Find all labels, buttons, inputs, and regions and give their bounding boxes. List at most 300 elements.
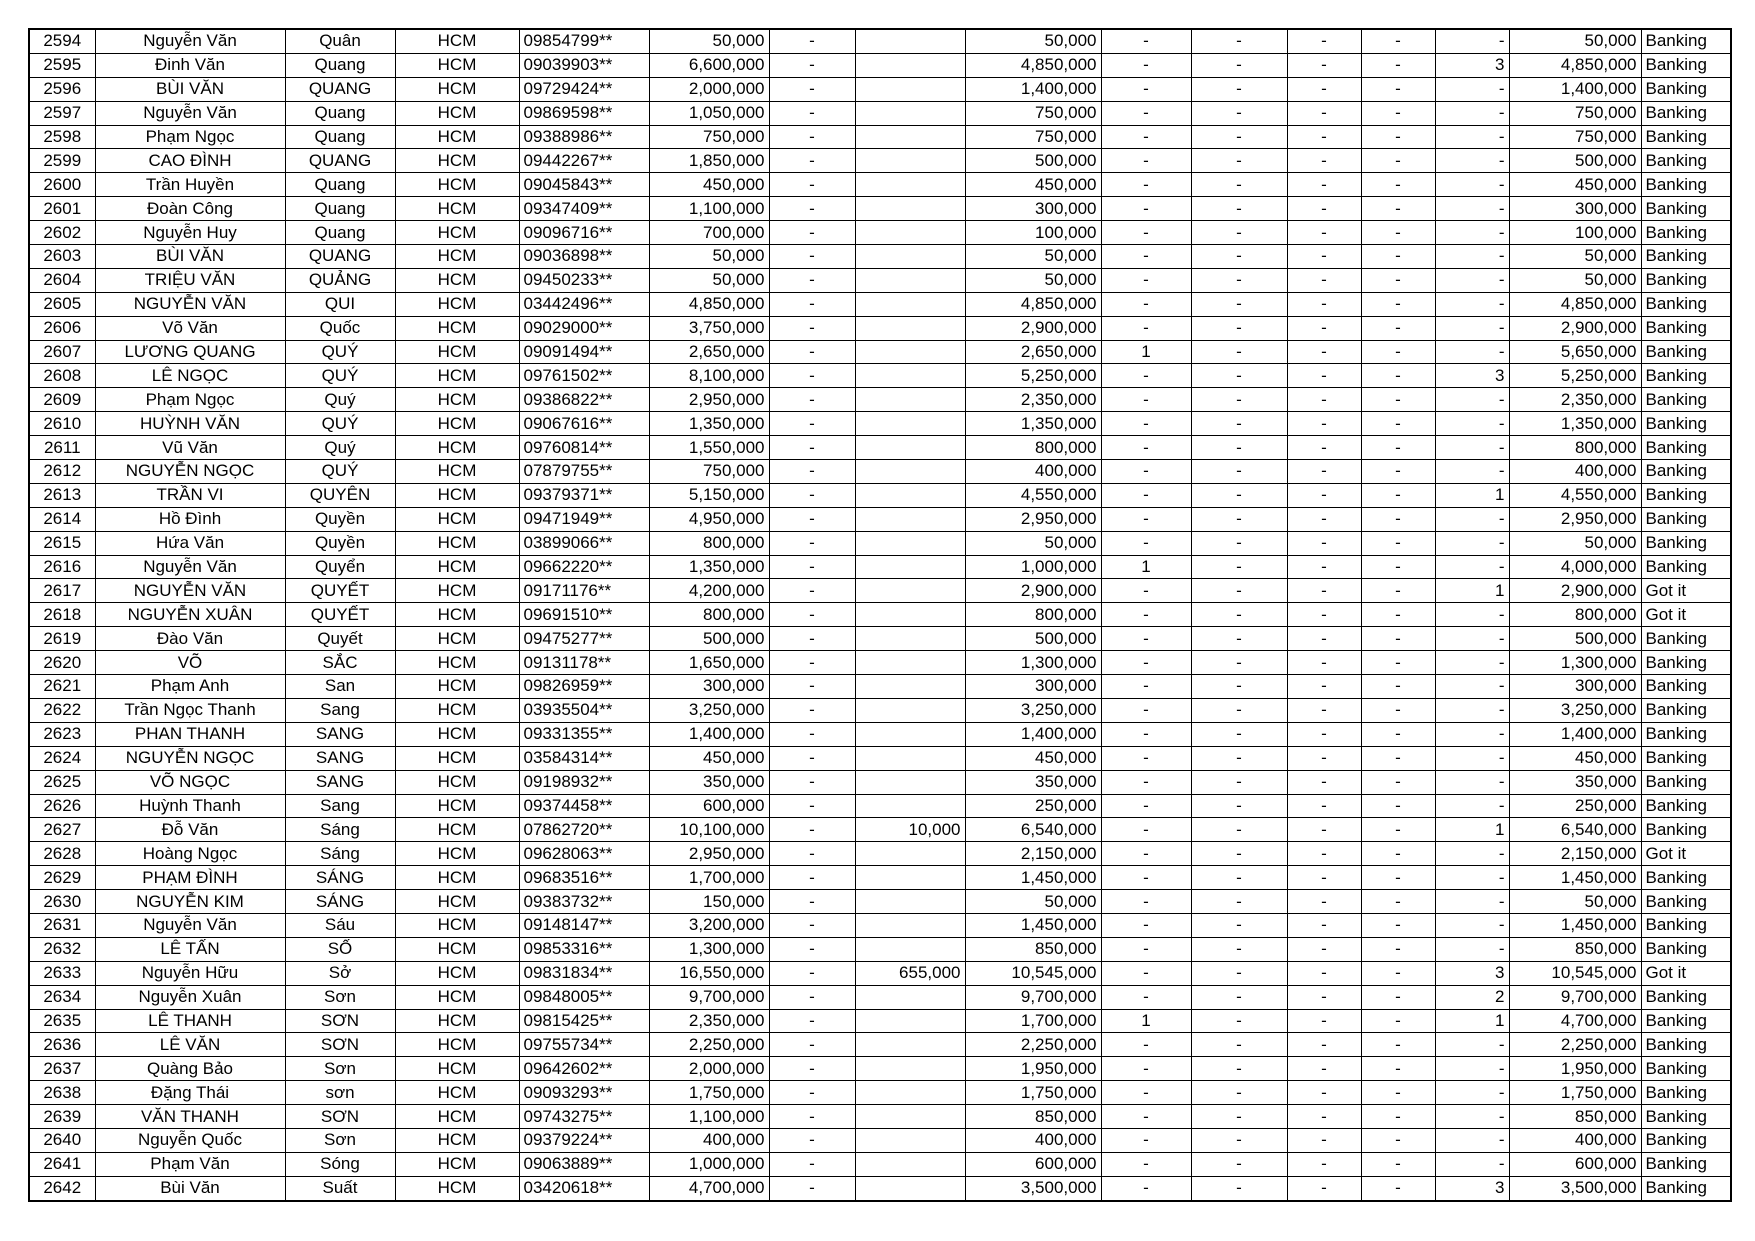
row-index-cell: 2629 (29, 866, 95, 890)
city-cell: HCM (395, 985, 519, 1009)
city-cell: HCM (395, 579, 519, 603)
payment-method-cell: Banking (1641, 651, 1731, 675)
count-a-cell: - (1101, 842, 1191, 866)
count-e-cell: 1 (1435, 1009, 1509, 1033)
phone-cell: 09045843** (519, 173, 649, 197)
row-index-cell: 2633 (29, 961, 95, 985)
last-name-cell: Quàng Bảo (95, 1057, 285, 1081)
amount-total-cell: 750,000 (649, 125, 769, 149)
count-a-cell: - (1101, 436, 1191, 460)
count-a-cell: - (1101, 818, 1191, 842)
first-name-cell: Quang (285, 197, 395, 221)
count-e-cell: - (1435, 507, 1509, 531)
payment-method-cell: Banking (1641, 746, 1731, 770)
first-name-cell: Quân (285, 29, 395, 53)
first-name-cell: QUANG (285, 245, 395, 269)
count-a-cell: 1 (1101, 340, 1191, 364)
table-row (29, 842, 1731, 866)
amount-final-cell: 450,000 (1509, 173, 1641, 197)
count-c-cell: - (1287, 483, 1361, 507)
count-b-cell: - (1191, 1057, 1287, 1081)
city-cell: HCM (395, 101, 519, 125)
count-d-cell: - (1361, 555, 1435, 579)
row-index-cell: 2626 (29, 794, 95, 818)
col-dash-cell: - (769, 961, 855, 985)
first-name-cell: QUI (285, 292, 395, 316)
payment-method-cell: Banking (1641, 292, 1731, 316)
col-dash-cell: - (769, 531, 855, 555)
last-name-cell: LÊ VĂN (95, 1033, 285, 1057)
first-name-cell: QUÝ (285, 364, 395, 388)
count-d-cell: - (1361, 53, 1435, 77)
last-name-cell: TRIỆU VĂN (95, 268, 285, 292)
row-index-cell: 2624 (29, 746, 95, 770)
first-name-cell: SƠN (285, 1009, 395, 1033)
last-name-cell: Nguyễn Hữu (95, 961, 285, 985)
amount-total-cell: 2,000,000 (649, 77, 769, 101)
last-name-cell: NGUYỄN NGỌC (95, 746, 285, 770)
count-b-cell: - (1191, 603, 1287, 627)
count-b-cell: - (1191, 722, 1287, 746)
last-name-cell: LÊ NGỌC (95, 364, 285, 388)
count-d-cell: - (1361, 866, 1435, 890)
last-name-cell: NGUYỄN NGỌC (95, 460, 285, 484)
first-name-cell: SÁNG (285, 890, 395, 914)
last-name-cell: HUỲNH VĂN (95, 412, 285, 436)
count-c-cell: - (1287, 555, 1361, 579)
payment-method-cell: Banking (1641, 53, 1731, 77)
count-a-cell: - (1101, 603, 1191, 627)
city-cell: HCM (395, 436, 519, 460)
amount-total-cell: 1,550,000 (649, 436, 769, 460)
amount-total-cell: 1,750,000 (649, 1081, 769, 1105)
amount-final-cell: 50,000 (1509, 29, 1641, 53)
phone-cell: 09148147** (519, 913, 649, 937)
adjustment-cell (855, 1152, 965, 1176)
city-cell: HCM (395, 245, 519, 269)
count-d-cell: - (1361, 507, 1435, 531)
count-d-cell: - (1361, 125, 1435, 149)
amount-paid-cell: 2,950,000 (965, 507, 1101, 531)
adjustment-cell (855, 507, 965, 531)
count-c-cell: - (1287, 29, 1361, 53)
amount-final-cell: 4,850,000 (1509, 292, 1641, 316)
count-b-cell: - (1191, 985, 1287, 1009)
amount-total-cell: 600,000 (649, 794, 769, 818)
count-e-cell: - (1435, 101, 1509, 125)
amount-final-cell: 1,950,000 (1509, 1057, 1641, 1081)
row-index-cell: 2630 (29, 890, 95, 914)
adjustment-cell: 10,000 (855, 818, 965, 842)
count-a-cell: - (1101, 1105, 1191, 1129)
count-c-cell: - (1287, 1128, 1361, 1152)
city-cell: HCM (395, 627, 519, 651)
last-name-cell: Trần Huyền (95, 173, 285, 197)
count-a-cell: - (1101, 221, 1191, 245)
count-b-cell: - (1191, 53, 1287, 77)
first-name-cell: Sáu (285, 913, 395, 937)
amount-final-cell: 50,000 (1509, 531, 1641, 555)
count-e-cell: - (1435, 1081, 1509, 1105)
city-cell: HCM (395, 77, 519, 101)
count-d-cell: - (1361, 722, 1435, 746)
col-dash-cell: - (769, 890, 855, 914)
amount-total-cell: 9,700,000 (649, 985, 769, 1009)
city-cell: HCM (395, 1128, 519, 1152)
count-e-cell: - (1435, 221, 1509, 245)
count-d-cell: - (1361, 364, 1435, 388)
amount-total-cell: 500,000 (649, 627, 769, 651)
count-d-cell: - (1361, 913, 1435, 937)
count-b-cell: - (1191, 1033, 1287, 1057)
amount-paid-cell: 1,400,000 (965, 77, 1101, 101)
col-dash-cell: - (769, 1081, 855, 1105)
phone-cell: 09826959** (519, 675, 649, 699)
first-name-cell: QUÝ (285, 412, 395, 436)
count-e-cell: - (1435, 292, 1509, 316)
city-cell: HCM (395, 149, 519, 173)
table-row (29, 77, 1731, 101)
first-name-cell: Sở (285, 961, 395, 985)
last-name-cell: Trần Ngọc Thanh (95, 698, 285, 722)
amount-paid-cell: 850,000 (965, 1105, 1101, 1129)
count-b-cell: - (1191, 1128, 1287, 1152)
col-dash-cell: - (769, 1152, 855, 1176)
adjustment-cell (855, 77, 965, 101)
count-a-cell: - (1101, 1152, 1191, 1176)
col-dash-cell: - (769, 1176, 855, 1200)
count-e-cell: - (1435, 1152, 1509, 1176)
phone-cell: 09171176** (519, 579, 649, 603)
col-dash-cell: - (769, 1128, 855, 1152)
table-row (29, 149, 1731, 173)
payment-method-cell: Got it (1641, 579, 1731, 603)
adjustment-cell (855, 29, 965, 53)
count-d-cell: - (1361, 985, 1435, 1009)
city-cell: HCM (395, 555, 519, 579)
table-row (29, 722, 1731, 746)
amount-final-cell: 500,000 (1509, 627, 1641, 651)
adjustment-cell (855, 1081, 965, 1105)
last-name-cell: Nguyễn Văn (95, 29, 285, 53)
amount-paid-cell: 750,000 (965, 125, 1101, 149)
count-a-cell: - (1101, 364, 1191, 388)
count-a-cell: - (1101, 890, 1191, 914)
col-dash-cell: - (769, 1009, 855, 1033)
amount-total-cell: 1,350,000 (649, 412, 769, 436)
count-e-cell: - (1435, 1033, 1509, 1057)
payment-method-cell: Banking (1641, 483, 1731, 507)
count-e-cell: - (1435, 1057, 1509, 1081)
last-name-cell: Phạm Ngọc (95, 388, 285, 412)
last-name-cell: Phạm Văn (95, 1152, 285, 1176)
count-d-cell: - (1361, 245, 1435, 269)
col-dash-cell: - (769, 364, 855, 388)
adjustment-cell (855, 698, 965, 722)
count-b-cell: - (1191, 149, 1287, 173)
count-c-cell: - (1287, 149, 1361, 173)
amount-paid-cell: 4,550,000 (965, 483, 1101, 507)
amount-total-cell: 2,000,000 (649, 1057, 769, 1081)
amount-total-cell: 1,000,000 (649, 1152, 769, 1176)
table-row (29, 675, 1731, 699)
row-index-cell: 2612 (29, 460, 95, 484)
count-b-cell: - (1191, 125, 1287, 149)
row-index-cell: 2621 (29, 675, 95, 699)
count-a-cell: - (1101, 507, 1191, 531)
phone-cell: 09869598** (519, 101, 649, 125)
count-b-cell: - (1191, 794, 1287, 818)
count-b-cell: - (1191, 29, 1287, 53)
count-a-cell: - (1101, 770, 1191, 794)
count-d-cell: - (1361, 1105, 1435, 1129)
first-name-cell: Quyết (285, 627, 395, 651)
city-cell: HCM (395, 460, 519, 484)
adjustment-cell (855, 412, 965, 436)
count-b-cell: - (1191, 101, 1287, 125)
first-name-cell: SƠN (285, 1033, 395, 1057)
count-c-cell: - (1287, 412, 1361, 436)
city-cell: HCM (395, 388, 519, 412)
row-index-cell: 2637 (29, 1057, 95, 1081)
count-d-cell: - (1361, 842, 1435, 866)
count-e-cell: - (1435, 770, 1509, 794)
city-cell: HCM (395, 961, 519, 985)
count-b-cell: - (1191, 460, 1287, 484)
last-name-cell: NGUYỄN XUÂN (95, 603, 285, 627)
amount-total-cell: 3,200,000 (649, 913, 769, 937)
payment-method-cell: Banking (1641, 675, 1731, 699)
amount-total-cell: 800,000 (649, 603, 769, 627)
count-d-cell: - (1361, 388, 1435, 412)
amount-paid-cell: 750,000 (965, 101, 1101, 125)
count-a-cell: - (1101, 531, 1191, 555)
amount-final-cell: 50,000 (1509, 890, 1641, 914)
phone-cell: 09379224** (519, 1128, 649, 1152)
first-name-cell: Sang (285, 794, 395, 818)
count-b-cell: - (1191, 507, 1287, 531)
amount-paid-cell: 450,000 (965, 173, 1101, 197)
row-index-cell: 2606 (29, 316, 95, 340)
phone-cell: 03584314** (519, 746, 649, 770)
row-index-cell: 2639 (29, 1105, 95, 1129)
last-name-cell: Võ Văn (95, 316, 285, 340)
amount-paid-cell: 50,000 (965, 890, 1101, 914)
row-index-cell: 2617 (29, 579, 95, 603)
amount-final-cell: 4,700,000 (1509, 1009, 1641, 1033)
row-index-cell: 2602 (29, 221, 95, 245)
count-e-cell: - (1435, 842, 1509, 866)
count-c-cell: - (1287, 125, 1361, 149)
count-b-cell: - (1191, 221, 1287, 245)
table-row (29, 245, 1731, 269)
count-b-cell: - (1191, 340, 1287, 364)
count-d-cell: - (1361, 149, 1435, 173)
table-row (29, 29, 1731, 53)
count-d-cell: - (1361, 770, 1435, 794)
count-c-cell: - (1287, 651, 1361, 675)
count-e-cell: - (1435, 125, 1509, 149)
row-index-cell: 2635 (29, 1009, 95, 1033)
count-e-cell: - (1435, 555, 1509, 579)
amount-total-cell: 1,700,000 (649, 866, 769, 890)
city-cell: HCM (395, 1105, 519, 1129)
count-b-cell: - (1191, 555, 1287, 579)
first-name-cell: Quý (285, 436, 395, 460)
adjustment-cell (855, 388, 965, 412)
first-name-cell: SẮC (285, 651, 395, 675)
last-name-cell: Hứa Văn (95, 531, 285, 555)
row-index-cell: 2596 (29, 77, 95, 101)
city-cell: HCM (395, 1009, 519, 1033)
last-name-cell: LÊ THANH (95, 1009, 285, 1033)
count-a-cell: - (1101, 460, 1191, 484)
amount-final-cell: 450,000 (1509, 746, 1641, 770)
count-c-cell: - (1287, 675, 1361, 699)
last-name-cell: Nguyễn Văn (95, 101, 285, 125)
phone-cell: 09036898** (519, 245, 649, 269)
amount-final-cell: 750,000 (1509, 125, 1641, 149)
adjustment-cell (855, 890, 965, 914)
first-name-cell: Quyền (285, 531, 395, 555)
count-c-cell: - (1287, 77, 1361, 101)
amount-final-cell: 400,000 (1509, 460, 1641, 484)
count-b-cell: - (1191, 436, 1287, 460)
table-row (29, 1009, 1731, 1033)
amount-final-cell: 750,000 (1509, 101, 1641, 125)
count-e-cell: 3 (1435, 364, 1509, 388)
amount-final-cell: 2,350,000 (1509, 388, 1641, 412)
adjustment-cell (855, 794, 965, 818)
count-a-cell: - (1101, 675, 1191, 699)
city-cell: HCM (395, 340, 519, 364)
row-index-cell: 2600 (29, 173, 95, 197)
phone-cell: 09388986** (519, 125, 649, 149)
table-row (29, 794, 1731, 818)
last-name-cell: NGUYỄN VĂN (95, 579, 285, 603)
col-dash-cell: - (769, 937, 855, 961)
row-index-cell: 2594 (29, 29, 95, 53)
adjustment-cell (855, 460, 965, 484)
city-cell: HCM (395, 53, 519, 77)
count-a-cell: - (1101, 29, 1191, 53)
last-name-cell: PHAN THANH (95, 722, 285, 746)
first-name-cell: SƠN (285, 1105, 395, 1129)
first-name-cell: Sơn (285, 1128, 395, 1152)
payment-method-cell: Banking (1641, 1128, 1731, 1152)
amount-final-cell: 1,400,000 (1509, 77, 1641, 101)
first-name-cell: Quý (285, 388, 395, 412)
count-b-cell: - (1191, 245, 1287, 269)
count-d-cell: - (1361, 1081, 1435, 1105)
row-index-cell: 2618 (29, 603, 95, 627)
count-e-cell: - (1435, 268, 1509, 292)
payment-method-cell: Banking (1641, 722, 1731, 746)
payment-method-cell: Banking (1641, 627, 1731, 651)
amount-total-cell: 350,000 (649, 770, 769, 794)
col-dash-cell: - (769, 29, 855, 53)
count-a-cell: 1 (1101, 555, 1191, 579)
col-dash-cell: - (769, 388, 855, 412)
city-cell: HCM (395, 483, 519, 507)
row-index-cell: 2601 (29, 197, 95, 221)
count-a-cell: - (1101, 746, 1191, 770)
count-d-cell: - (1361, 29, 1435, 53)
amount-paid-cell: 3,250,000 (965, 698, 1101, 722)
first-name-cell: QUANG (285, 149, 395, 173)
table-row (29, 340, 1731, 364)
phone-cell: 09091494** (519, 340, 649, 364)
city-cell: HCM (395, 125, 519, 149)
last-name-cell: Huỳnh Thanh (95, 794, 285, 818)
count-e-cell: 1 (1435, 579, 1509, 603)
phone-cell: 09386822** (519, 388, 649, 412)
count-c-cell: - (1287, 961, 1361, 985)
row-index-cell: 2627 (29, 818, 95, 842)
count-e-cell: - (1435, 746, 1509, 770)
payment-method-cell: Banking (1641, 1105, 1731, 1129)
adjustment-cell (855, 770, 965, 794)
col-dash-cell: - (769, 268, 855, 292)
count-a-cell: - (1101, 794, 1191, 818)
count-a-cell: - (1101, 937, 1191, 961)
amount-total-cell: 4,700,000 (649, 1176, 769, 1200)
amount-total-cell: 2,350,000 (649, 1009, 769, 1033)
count-d-cell: - (1361, 746, 1435, 770)
city-cell: HCM (395, 531, 519, 555)
count-b-cell: - (1191, 770, 1287, 794)
count-a-cell: - (1101, 173, 1191, 197)
count-d-cell: - (1361, 340, 1435, 364)
count-b-cell: - (1191, 1176, 1287, 1200)
count-c-cell: - (1287, 770, 1361, 794)
payment-method-cell: Banking (1641, 1057, 1731, 1081)
city-cell: HCM (395, 937, 519, 961)
amount-paid-cell: 10,545,000 (965, 961, 1101, 985)
count-b-cell: - (1191, 483, 1287, 507)
count-c-cell: - (1287, 913, 1361, 937)
first-name-cell: Quốc (285, 316, 395, 340)
city-cell: HCM (395, 1033, 519, 1057)
col-dash-cell: - (769, 197, 855, 221)
col-dash-cell: - (769, 149, 855, 173)
table-row (29, 866, 1731, 890)
count-a-cell: - (1101, 722, 1191, 746)
amount-paid-cell: 50,000 (965, 268, 1101, 292)
adjustment-cell (855, 627, 965, 651)
amount-total-cell: 50,000 (649, 245, 769, 269)
count-c-cell: - (1287, 1033, 1361, 1057)
amount-paid-cell: 5,250,000 (965, 364, 1101, 388)
adjustment-cell (855, 340, 965, 364)
count-c-cell: - (1287, 436, 1361, 460)
count-e-cell: - (1435, 149, 1509, 173)
amount-final-cell: 10,545,000 (1509, 961, 1641, 985)
payment-method-cell: Got it (1641, 842, 1731, 866)
last-name-cell: Hoàng Ngọc (95, 842, 285, 866)
table-row (29, 197, 1731, 221)
count-b-cell: - (1191, 579, 1287, 603)
count-d-cell: - (1361, 579, 1435, 603)
count-d-cell: - (1361, 818, 1435, 842)
count-d-cell: - (1361, 1176, 1435, 1200)
phone-cell: 09743275** (519, 1105, 649, 1129)
count-a-cell: - (1101, 651, 1191, 675)
adjustment-cell (855, 603, 965, 627)
count-b-cell: - (1191, 197, 1287, 221)
city-cell: HCM (395, 1057, 519, 1081)
count-a-cell: - (1101, 1033, 1191, 1057)
